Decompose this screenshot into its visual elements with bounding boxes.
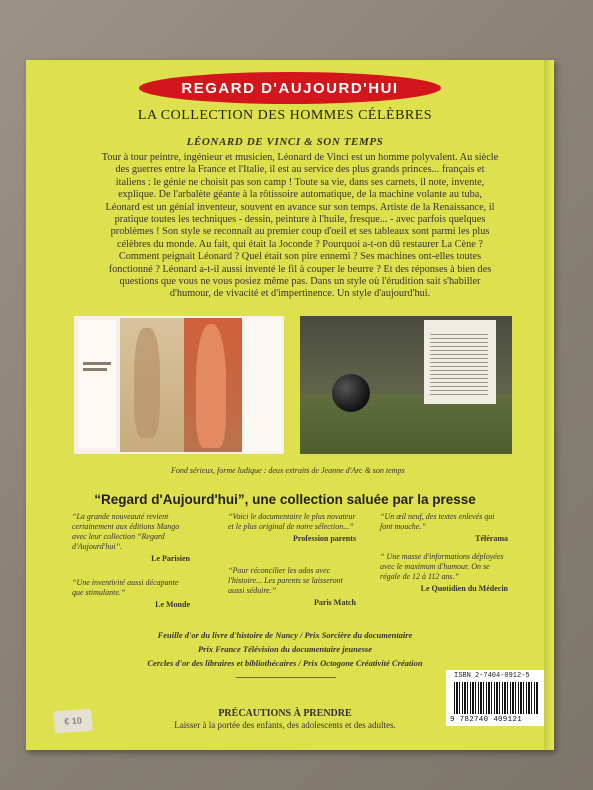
press-heading: “Regard d'Aujourd'hui”, une collection saluée par la presse (94, 492, 476, 507)
cannonball-spread-photo (300, 316, 512, 454)
isbn-text: ISBN 2-7404-0912-5 (454, 672, 530, 680)
ean-number: 9 782740 409121 (450, 716, 523, 724)
award-line: Prix France Télévision du documentaire jeunesse (197, 644, 372, 654)
divider (236, 677, 336, 678)
book-back-cover (26, 60, 554, 750)
press-quote: “Un œil neuf, des textes enlevés qui font mouche.” Télérama (380, 512, 508, 543)
price-sticker (53, 709, 92, 734)
leg-painting (184, 318, 242, 452)
spread-right-page (244, 318, 282, 452)
leonardo-spread-photo (74, 316, 284, 454)
press-quote: “La grande nouveauté revient certainement aux éditions Mango avec leur collection “Regard d'Aujourd'hui”. Le Parisien (72, 512, 190, 563)
collection-banner (139, 72, 441, 104)
precautions-text: Laisser à la portée des enfants, des adolescents et des adultes. (174, 720, 396, 730)
banner-text: REGARD D'AUJOURD'HUI (181, 79, 399, 97)
award-line: Cercles d'or des libraires et bibliothécaires / Prix Octogone Créativité Création (147, 658, 423, 668)
photo-caption: Fond sérieux, forme ludique : deux extraits de Jeanne d'Arc & son temps (171, 466, 405, 475)
precautions-title: PRÉCAUTIONS À PRENDRE (218, 708, 352, 719)
spread-left-page (78, 320, 116, 448)
book-title: LÉONARD DE VINCI & SON TEMPS (186, 136, 384, 148)
book-spine (544, 60, 554, 750)
spread-text-page (424, 320, 496, 404)
award-line: Feuille d'or du livre d'histoire de Nancy / Prix Sorcière du documentaire (157, 630, 413, 640)
press-quote: “ Une masse d'informations déployées avec le maximum d'humour. On se régale de 12 à 112 ans.” Le Quotidien du Médecin (380, 552, 508, 593)
press-quote: “Pour réconcilier les ados avec l'histoire... Les parents se laisseront aussi séduire.” Paris Match (228, 566, 356, 607)
price-text: € 10 (63, 715, 83, 727)
collection-subtitle: LA COLLECTION DES HOMMES CÉLÈBRES (137, 108, 433, 123)
anatomy-sketch (120, 318, 184, 452)
press-quote: “Une inventivité aussi décapante que stimulante.” Le Monde (72, 578, 190, 609)
awards-list (26, 628, 544, 670)
cannonball (332, 374, 370, 412)
description-text: Tour à tour peintre, ingénieur et musicien, Léonard de Vinci est un homme polyvalent. Au siècle des guerres entre la France et l'Italie, il est au service des plus grands princes... français et italiens : le génie ne choisit pas son camp ! Toute sa vie, dans ses carnets, il note, invente, explique. De l'arbalète géante à la rôtissoire automatique, de la machine volante au tuba, Léonard est un génial inventeur, souvent en avance sur son temps. Artiste de la Renaissance, il pratique toutes les techniques - dessin, peinture à l'huile, fresque... - avec parfois quelques problèmes ! Son style se reconnaît au premier coup d'oeil et ses tableaux sont parmi les plus célèbres du monde. Au fait, qui était la Joconde ? Pourquoi a-t-on dû restaurer La Cène ? Comment peignait Léonard ? Quel était son pire ennemi ? Ses machines ont-elles toutes fonctionné ? Léonard a-t-il aussi inventé le fil à couper le beurre ? Et des réponses à bien des questions que vous ne vous posiez même pas. Dans un style où l'érudition sait s'habiller d'humour, de vivacité et d'impertinence. Un style d'aujourd'hui. (101, 152, 499, 300)
press-quote: “Voici le documentaire le plus novateur et le plus original de notre sélection...” Profession parents (228, 512, 356, 543)
